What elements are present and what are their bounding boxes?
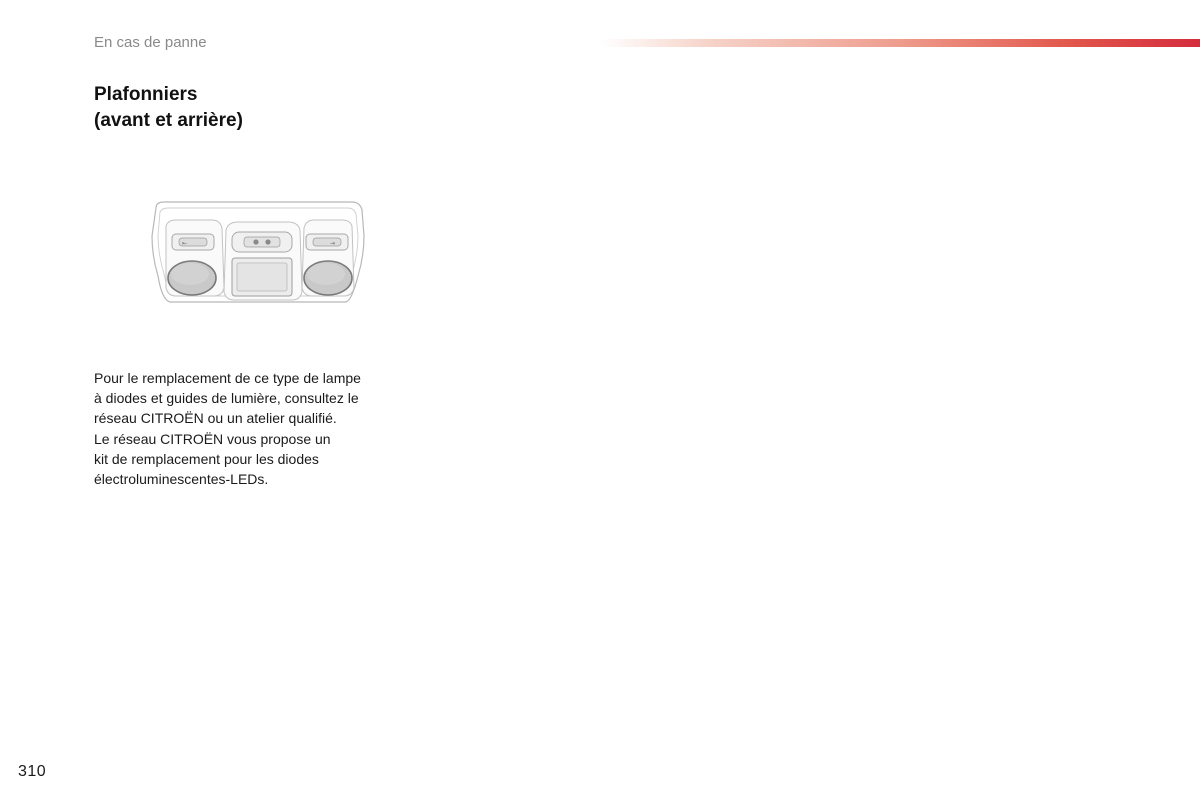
body-line: à diodes et guides de lumière, consultez le xyxy=(94,390,359,407)
section-header: En cas de panne xyxy=(94,34,207,51)
body-line: kit de remplacement pour les diodes xyxy=(94,450,319,467)
body-line: réseau CITROËN ou un atelier qualifié. xyxy=(94,410,337,427)
body-line: Le réseau CITROËN vous propose un xyxy=(94,430,331,447)
header-accent-bar xyxy=(600,39,1200,47)
svg-text:⇤: ⇤ xyxy=(182,240,188,247)
body-line: électroluminescentes-LEDs. xyxy=(94,471,269,488)
body-line: Pour le remplacement de ce type de lampe xyxy=(94,370,361,386)
title-line-1: Plafonniers xyxy=(94,84,198,105)
ceiling-light-illustration xyxy=(146,196,370,312)
page-title xyxy=(94,82,243,134)
svg-text:⇥: ⇥ xyxy=(330,240,336,247)
body-paragraph xyxy=(94,368,404,489)
page-number: 310 xyxy=(18,763,47,780)
title-line-2: (avant et arrière) xyxy=(94,110,243,131)
